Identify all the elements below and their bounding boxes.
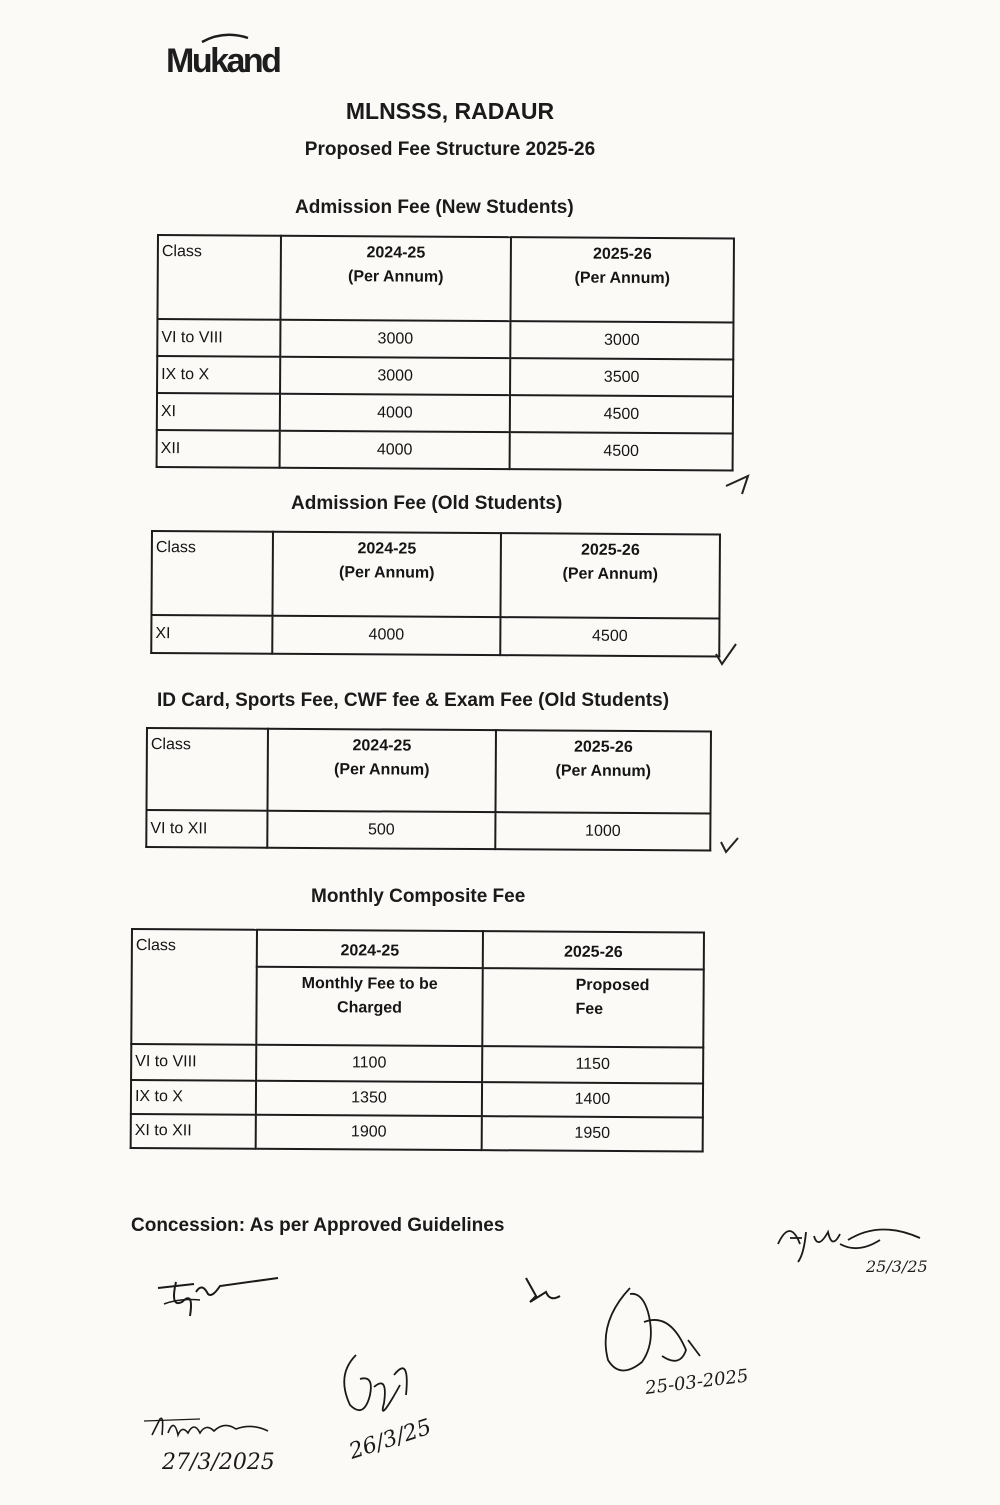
fee-2025-cell: 1000 <box>495 812 710 850</box>
fee-2025-cell: 1400 <box>482 1082 703 1117</box>
school-name: MLNSSS, RADAUR <box>345 98 555 124</box>
table-row <box>146 810 710 850</box>
table-header-class: Class <box>146 728 267 811</box>
signature-date: 26/3/25 <box>346 1414 435 1465</box>
admission-old-table <box>150 530 721 657</box>
table-row <box>157 393 733 434</box>
monthly-composite-table <box>130 928 705 1153</box>
fee-2024-cell: 500 <box>267 811 495 849</box>
fee-2024-cell: 4000 <box>280 431 510 469</box>
signature-date: 27/3/2025 <box>162 1450 275 1475</box>
initials-mark <box>520 1272 565 1312</box>
fee-2025-cell: 3000 <box>510 321 733 359</box>
fee-2025-cell: 3500 <box>510 358 733 396</box>
class-cell: XI to XII <box>131 1114 256 1149</box>
table-header-2025-26: 2025-26 (Per Annum) <box>500 533 720 618</box>
id-card-fees-table <box>145 727 712 851</box>
fee-2024-cell: 4000 <box>280 394 510 432</box>
class-cell: VI to XII <box>146 810 267 848</box>
table-header-class: Class <box>131 929 257 1045</box>
check-mark-icon <box>712 640 742 670</box>
table-header-proposed-fee: Proposed Fee <box>482 968 703 1047</box>
table-header-2025-26: 2025-26 (Per Annum) <box>510 237 734 322</box>
fee-2025-cell: 1950 <box>482 1116 703 1151</box>
class-cell: XI <box>157 393 280 431</box>
signature-date: 25-03-2025 <box>644 1365 750 1399</box>
fee-2024-cell: 1900 <box>256 1115 482 1150</box>
logo-text: Mukand <box>166 42 280 80</box>
fee-2025-cell: 1150 <box>482 1046 703 1083</box>
table-header-2025-26: 2025-26 <box>483 931 704 969</box>
table-header-class: Class <box>151 531 273 616</box>
document-subtitle: Proposed Fee Structure 2025-26 <box>304 139 596 160</box>
table-header-2024-25: 2024-25 <box>257 930 483 968</box>
admission-new-table <box>156 234 735 472</box>
signature-sharma <box>140 1405 340 1490</box>
class-cell: VI to VIII <box>157 319 280 357</box>
signature-date: 25/3/25 <box>866 1257 928 1276</box>
table-row <box>131 1114 703 1151</box>
class-cell: IX to X <box>131 1080 256 1115</box>
table-row <box>151 615 719 656</box>
table-row <box>157 356 733 397</box>
section-title-admission-new: Admission Fee (New Students) <box>295 197 574 218</box>
table-row <box>131 1080 703 1117</box>
table-row <box>157 319 733 360</box>
table-row <box>157 430 733 471</box>
table-header-2025-26: 2025-26 (Per Annum) <box>495 730 710 813</box>
signature-ajay-sharma <box>770 1210 960 1285</box>
fee-2025-cell: 4500 <box>510 395 733 433</box>
signature-middle-right <box>590 1282 800 1407</box>
table-header-2024-25: 2024-25 (Per Annum) <box>272 532 501 617</box>
section-title-admission-old: Admission Fee (Old Students) <box>291 493 563 514</box>
table-row <box>131 1044 703 1083</box>
class-cell: XI <box>151 615 272 654</box>
fee-2024-cell: 4000 <box>272 616 500 655</box>
mukand-logo <box>166 28 296 80</box>
check-mark-icon <box>718 832 742 856</box>
concession-note: Concession: As per Approved Guidelines <box>131 1215 505 1236</box>
table-header-2024-25: 2024-25 (Per Annum) <box>267 729 495 812</box>
fee-2025-cell: 4500 <box>510 432 733 470</box>
section-title-id-card-fees: ID Card, Sports Fee, CWF fee & Exam Fee (Old Students) <box>157 690 670 711</box>
class-cell: IX to X <box>157 356 280 394</box>
table-header-2024-25: 2024-25 (Per Annum) <box>280 236 511 321</box>
fee-2024-cell: 3000 <box>280 357 510 395</box>
signature-top-left <box>150 1268 285 1333</box>
fee-2024-cell: 3000 <box>280 320 510 358</box>
fee-2024-cell: 1350 <box>256 1081 482 1116</box>
class-cell: VI to VIII <box>131 1044 256 1081</box>
fee-2025-cell: 4500 <box>500 617 719 656</box>
fee-2024-cell: 1100 <box>256 1045 482 1082</box>
section-title-monthly-composite: Monthly Composite Fee <box>311 886 526 907</box>
class-cell: XII <box>157 430 280 468</box>
table-header-class: Class <box>157 235 281 320</box>
check-mark-icon <box>720 460 760 500</box>
signature-center <box>330 1345 470 1475</box>
table-header-monthly-fee: Monthly Fee to be Charged <box>256 967 482 1046</box>
